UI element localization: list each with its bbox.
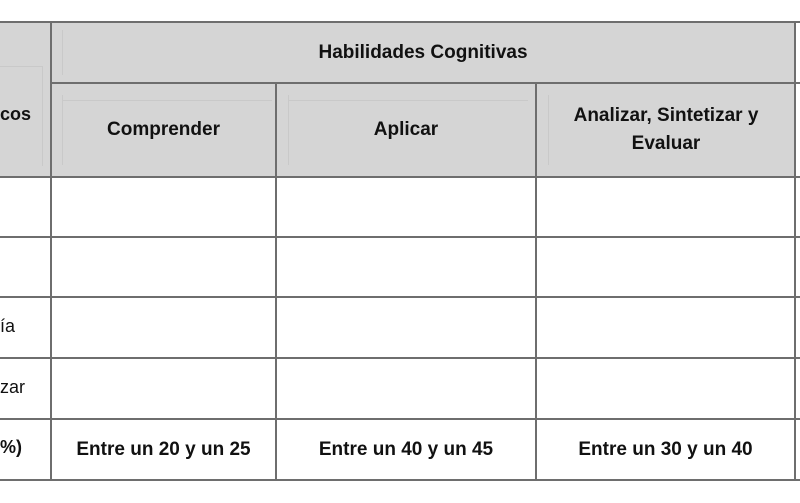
totals-aplicar: Entre un 40 y un 45 — [318, 438, 494, 460]
row-label-partial-3: ía — [0, 316, 16, 336]
totals-label-partial: %) — [0, 437, 22, 457]
column-header-aplicar: Aplicar — [373, 119, 439, 140]
totals-comprender: Entre un 20 y un 25 — [76, 438, 251, 460]
left-header-partial: cos — [0, 104, 32, 124]
column-header-comprender: Comprender — [107, 119, 220, 140]
totals-analizar: Entre un 30 y un 40 — [578, 438, 753, 460]
group-header-title: Habilidades Cognitivas — [318, 41, 528, 63]
row-label-partial-4: zar — [0, 377, 26, 397]
column-header-analizar: Analizar, Sintetizar y Evaluar — [573, 105, 759, 154]
